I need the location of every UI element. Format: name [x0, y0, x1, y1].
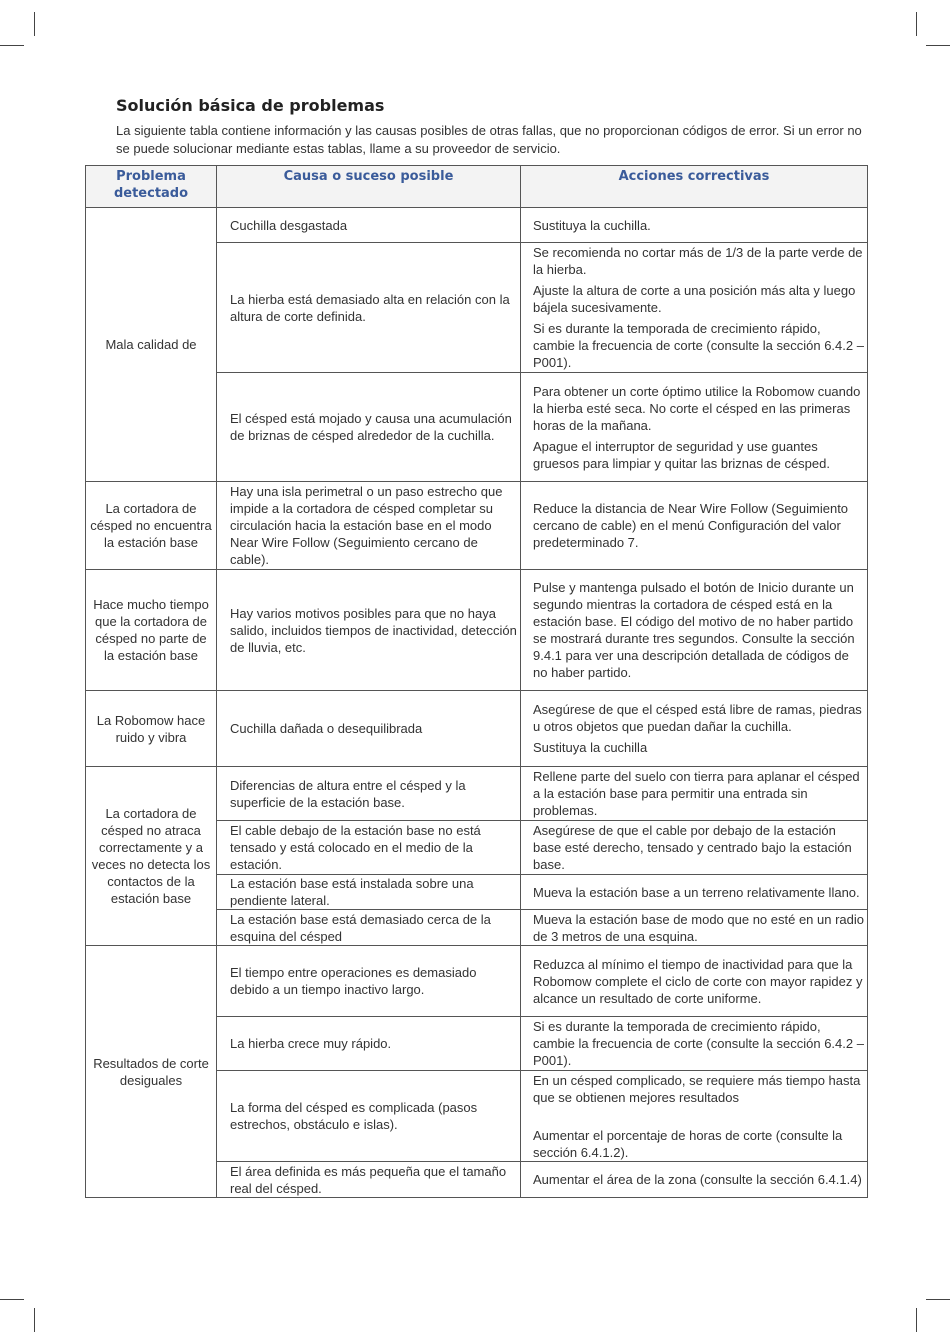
- action-text: Para obtener un corte óptimo utilice la Robomow cuando la hierba esté seca. No corte el césped en las primeras horas de la mañana.: [533, 383, 861, 433]
- troubleshooting-table: [85, 165, 868, 1198]
- cause-cell: Diferencias de altura entre el césped y la superficie de la estación base.: [217, 767, 521, 821]
- problem-cell: La cortadora de césped no atraca correctamente y a veces no detecta los contactos de la estación base: [86, 767, 217, 946]
- action-text: Si es durante la temporada de crecimiento rápido, cambie la frecuencia de corte (consulte la sección 6.4.2 – P001).: [533, 321, 864, 370]
- cause-cell: El césped está mojado y causa una acumulación de briznas de césped alrededor de la cuchilla.: [217, 373, 521, 482]
- header-problem: Problema detectado: [86, 166, 217, 208]
- table-row: [86, 570, 868, 691]
- table-header-row: [86, 166, 868, 208]
- cause-cell: La hierba está demasiado alta en relación con la altura de corte definida.: [217, 243, 521, 373]
- page-title: Solución básica de problemas: [116, 96, 385, 115]
- crop-mark: [926, 1299, 950, 1300]
- action-text: Sustituya la cuchilla: [533, 740, 648, 755]
- actions-cell: [521, 570, 868, 691]
- action-text: Mueva la estación base a un terreno relativamente llano.: [533, 884, 860, 900]
- action-text: Rellene parte del suelo con tierra para aplanar el césped a la estación base para permitir una entrada sin problemas.: [533, 769, 860, 818]
- actions-cell: [521, 767, 868, 821]
- action-text: Asegúrese de que el cable por debajo de la estación base esté derecho, tensado y centrado bajo la estación base.: [533, 823, 852, 872]
- crop-mark: [926, 45, 950, 46]
- action-text: Reduce la distancia de Near Wire Follow (Seguimiento cercano de cable) en el menú Configuración del valor predeterminado 7.: [533, 501, 849, 550]
- actions-cell: [521, 482, 868, 570]
- crop-mark: [0, 45, 24, 46]
- action-text: Apague el interruptor de seguridad y use guantes gruesos para limpiar y quitar las briznas de césped.: [533, 438, 830, 471]
- cause-cell: El área definida es más pequeña que el tamaño real del césped.: [217, 1162, 521, 1198]
- intro-paragraph: La siguiente tabla contiene información y las causas posibles de otras fallas, que no proporcionan códigos de error. Si un error no se puede solucionar mediante estas tablas, llame a su proveedor de servicio.: [116, 123, 862, 156]
- action-text: Ajuste la altura de corte a una posición más alta y luego bájela sucesivamente.: [533, 283, 856, 315]
- action-text: Pulse y mantenga pulsado el botón de Inicio durante un segundo mientras la cortadora de césped está en la estación base. El código del motivo de no haber partido se mostrará durante tres segundos. Consulte la sección 9.4.1 para ver una descripción detallada de códigos de no haber partido.: [533, 580, 855, 680]
- table-row: [86, 208, 868, 243]
- crop-mark: [916, 12, 917, 36]
- actions-cell: [521, 910, 868, 946]
- actions-cell: [521, 1071, 868, 1162]
- cause-cell: La hierba crece muy rápido.: [217, 1017, 521, 1071]
- actions-cell: [521, 1162, 868, 1198]
- table-row: [86, 946, 868, 1017]
- table-row: [86, 691, 868, 767]
- crop-mark: [916, 1308, 917, 1332]
- actions-cell: [521, 821, 868, 875]
- crop-mark: [34, 12, 35, 36]
- table-row: [86, 482, 868, 570]
- action-text: Se recomienda no cortar más de 1/3 de la parte verde de la hierba.: [533, 245, 863, 277]
- actions-cell: [521, 691, 868, 767]
- action-text: Sustituya la cuchilla.: [533, 217, 651, 233]
- action-text: Asegúrese de que el césped está libre de ramas, piedras u otros objetos que puedan dañar la cuchilla.: [533, 702, 862, 734]
- action-text: Aumentar el porcentaje de horas de corte (consulte la sección 6.4.1.2).: [533, 1127, 843, 1160]
- table-row: [86, 767, 868, 821]
- cause-cell: El cable debajo de la estación base no está tensado y está colocado en el medio de la estación.: [217, 821, 521, 875]
- cause-cell: Cuchilla dañada o desequilibrada: [217, 691, 521, 767]
- actions-cell: [521, 243, 868, 373]
- actions-cell: [521, 208, 868, 243]
- action-text: Aumentar el área de la zona (consulte la sección 6.4.1.4): [533, 1172, 862, 1187]
- actions-cell: [521, 1017, 868, 1071]
- cause-cell: La forma del césped es complicada (pasos estrechos, obstáculo e islas).: [217, 1071, 521, 1162]
- action-text: En un césped complicado, se requiere más tiempo hasta que se obtienen mejores resultados: [533, 1072, 861, 1105]
- action-text: Mueva la estación base de modo que no esté en un radio de 3 metros de una esquina.: [533, 911, 865, 944]
- crop-mark: [0, 1299, 24, 1300]
- actions-cell: [521, 373, 868, 482]
- cause-cell: Hay varios motivos posibles para que no haya salido, incluidos tiempos de inactividad, detección de lluvia, etc.: [217, 570, 521, 691]
- action-text: Reduzca al mínimo el tiempo de inactividad para que la Robomow complete el ciclo de corte con mayor rapidez y alcance un resultado de corte uniforme.: [533, 956, 863, 1006]
- cause-cell: Cuchilla desgastada: [217, 208, 521, 243]
- cause-cell: El tiempo entre operaciones es demasiado debido a un tiempo inactivo largo.: [217, 946, 521, 1017]
- actions-cell: [521, 875, 868, 910]
- problem-cell: Mala calidad de: [86, 208, 217, 482]
- actions-cell: [521, 946, 868, 1017]
- cause-cell: La estación base está demasiado cerca de la esquina del césped: [217, 910, 521, 946]
- problem-cell: Resultados de corte desiguales: [86, 946, 217, 1198]
- problem-cell: La Robomow hace ruido y vibra: [86, 691, 217, 767]
- cause-cell: Hay una isla perimetral o un paso estrecho que impide a la cortadora de césped completar su circulación hacia la estación base en el modo Near Wire Follow (Seguimiento cercano de cable).: [217, 482, 521, 570]
- problem-cell: Hace mucho tiempo que la cortadora de césped no parte de la estación base: [86, 570, 217, 691]
- header-cause: Causa o suceso posible: [217, 166, 521, 208]
- problem-cell: La cortadora de césped no encuentra la estación base: [86, 482, 217, 570]
- header-actions: Acciones correctivas: [521, 166, 868, 208]
- action-text: Si es durante la temporada de crecimiento rápido, cambie la frecuencia de corte (consulte la sección 6.4.2 – P001).: [533, 1019, 864, 1068]
- cause-cell: La estación base está instalada sobre una pendiente lateral.: [217, 875, 521, 910]
- crop-mark: [34, 1308, 35, 1332]
